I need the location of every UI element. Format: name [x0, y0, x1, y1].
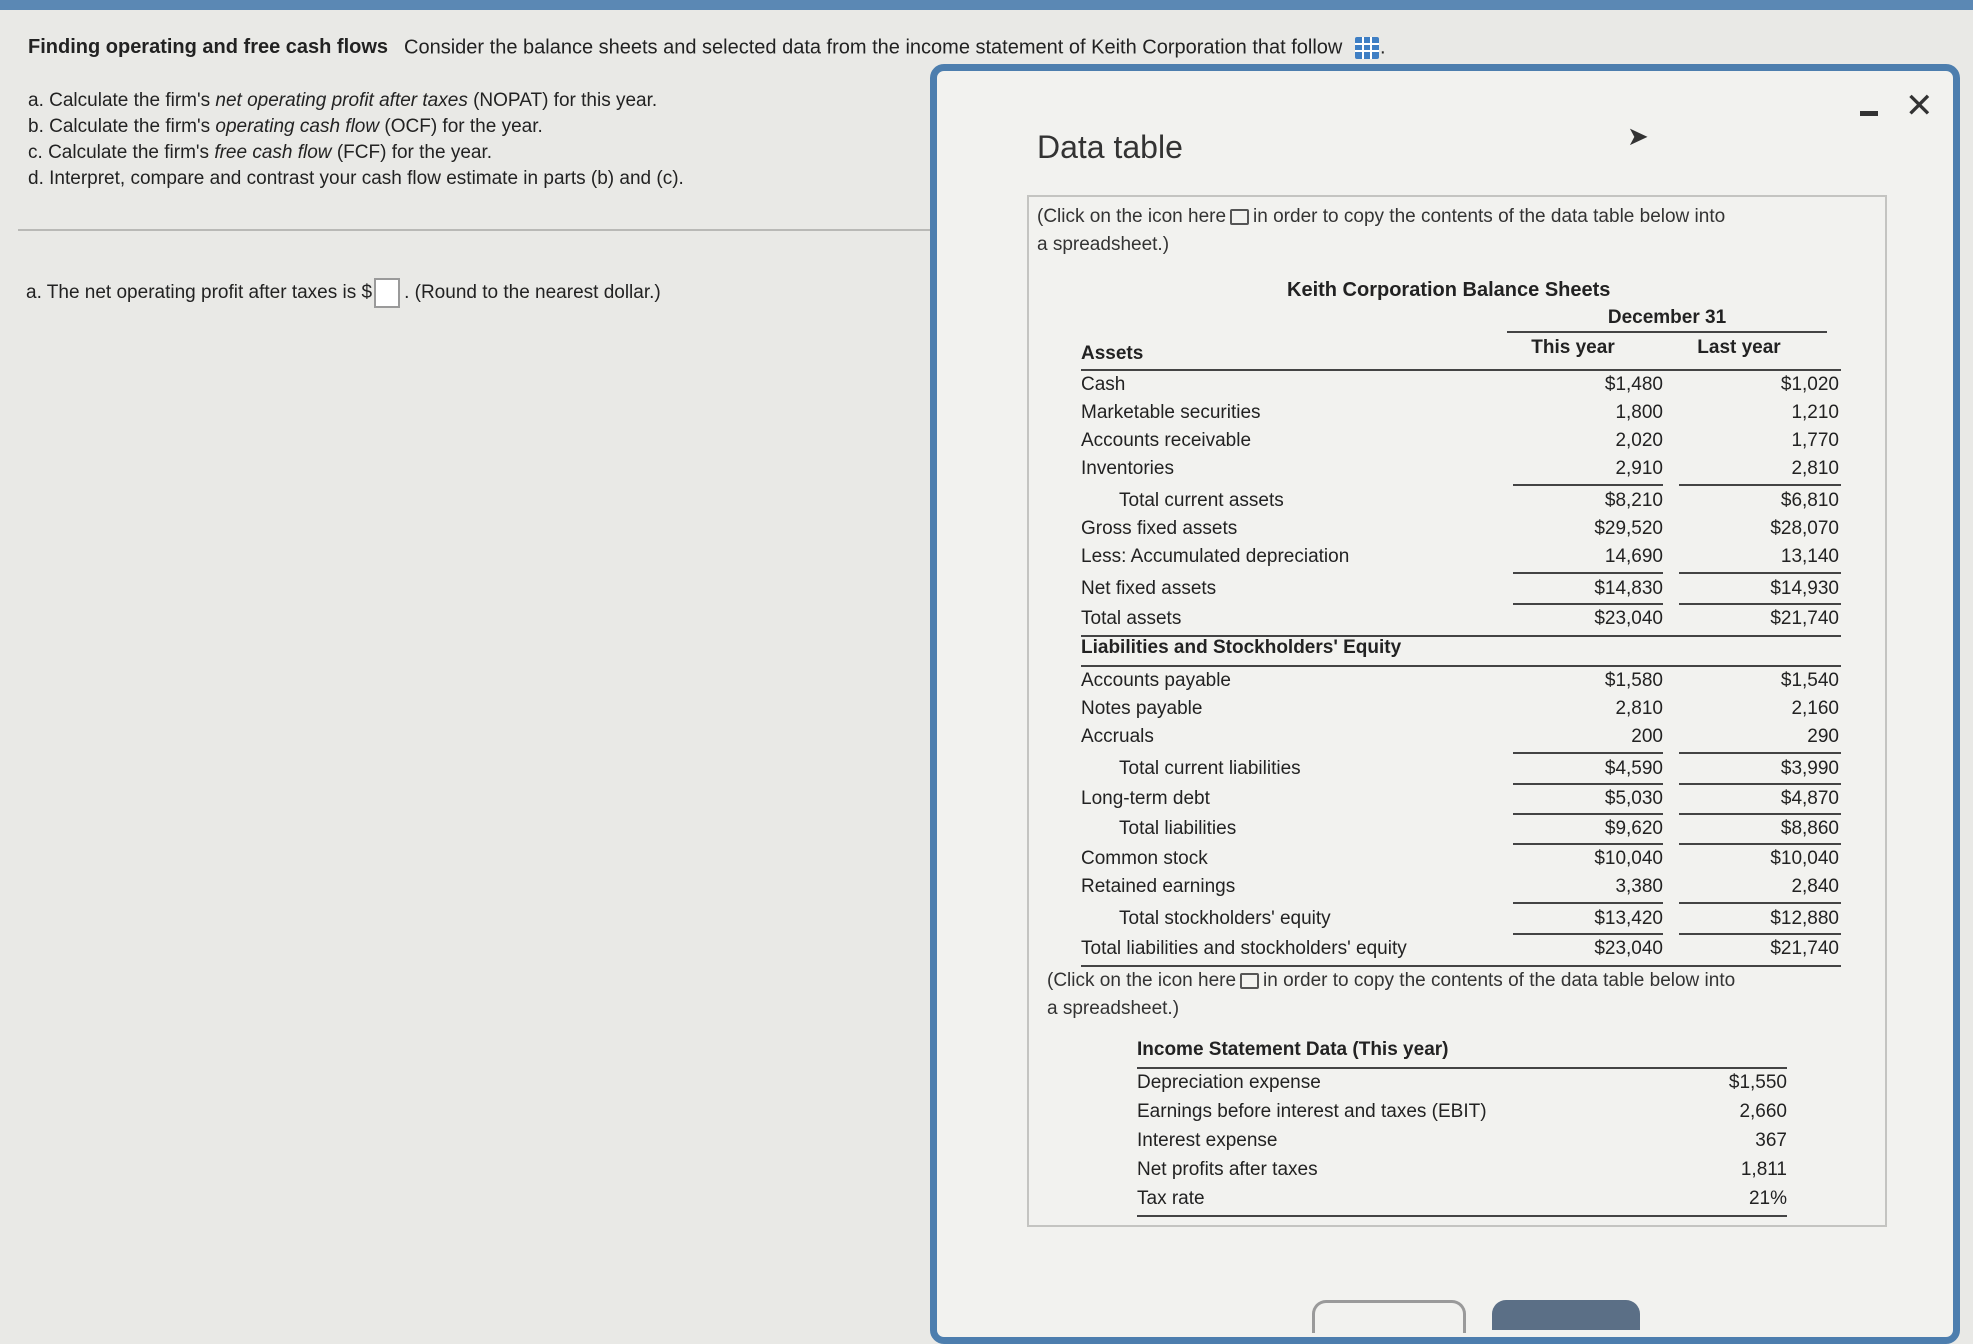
table-row — [1081, 371, 1841, 399]
table-row — [1081, 605, 1841, 633]
table-row — [1137, 1185, 1787, 1213]
value-last-year: $10,040 — [1770, 848, 1839, 869]
value-this-year: $23,040 — [1594, 938, 1663, 959]
part-a — [28, 88, 684, 114]
value-this-year: $1,580 — [1604, 670, 1663, 691]
part-letter: a. — [28, 90, 44, 111]
row-label: Total assets — [1081, 608, 1182, 629]
part-text: (OCF) for the year. — [379, 116, 543, 137]
part-text: Calculate the firm's — [48, 142, 215, 163]
table-row — [1081, 667, 1841, 695]
question-title: Finding operating and free cash flows — [28, 36, 389, 59]
table-row — [1137, 1156, 1787, 1184]
row-label: Total stockholders' equity — [1119, 908, 1331, 929]
row-label: Tax rate — [1137, 1188, 1205, 1209]
row-label: Interest expense — [1137, 1130, 1278, 1151]
divider — [18, 229, 938, 231]
table-row — [1081, 723, 1841, 751]
table-row — [1137, 1098, 1787, 1126]
value-this-year: $4,590 — [1604, 758, 1663, 779]
value-this-year: 2,020 — [1615, 430, 1663, 451]
row-label: Cash — [1081, 374, 1126, 395]
value-last-year: 1,770 — [1791, 430, 1839, 451]
data-table-panel — [1027, 195, 1887, 1227]
part-letter: d. — [28, 168, 44, 189]
row-label: Inventories — [1081, 458, 1174, 479]
row-label: Marketable securities — [1081, 402, 1261, 423]
part-b — [28, 114, 684, 140]
value-this-year: $1,480 — [1604, 374, 1663, 395]
row-label: Net profits after taxes — [1137, 1159, 1318, 1180]
value-this-year: $5,030 — [1604, 788, 1663, 809]
value-this-year: $14,830 — [1594, 578, 1663, 599]
part-text: (FCF) for the year. — [331, 142, 493, 163]
row-label: Less: Accumulated depreciation — [1081, 546, 1350, 567]
row-label: Accounts receivable — [1081, 430, 1252, 451]
date-header: December 31 — [1507, 307, 1827, 333]
table-row — [1081, 543, 1841, 571]
table-row — [1081, 427, 1841, 455]
value-last-year: $28,070 — [1770, 518, 1839, 539]
assets-header: Assets — [1081, 343, 1144, 364]
table-row — [1081, 815, 1841, 843]
mouse-cursor-icon: ➤ — [1627, 121, 1649, 151]
table-row — [1137, 1069, 1787, 1097]
question-intro: Consider the balance sheets and selected data from the income statement of Keith Corporation that follow — [404, 36, 1343, 59]
value-this-year: $8,210 — [1604, 490, 1663, 511]
subtotal-rule — [1513, 902, 1663, 904]
value-last-year: $21,740 — [1770, 608, 1839, 629]
table-row — [1081, 695, 1841, 723]
part-text: Calculate the firm's — [49, 90, 216, 111]
table-row — [1081, 575, 1841, 603]
answer-prefix: a. The net operating profit after taxes is $ — [26, 282, 373, 304]
value-last-year: $1,540 — [1780, 670, 1839, 691]
table-row — [1081, 515, 1841, 543]
value-last-year: 13,140 — [1780, 546, 1839, 567]
copy-to-spreadsheet-icon[interactable] — [1230, 209, 1249, 225]
row-label: Net fixed assets — [1081, 578, 1217, 599]
table-row — [1081, 935, 1841, 963]
row-value: 2,660 — [1739, 1101, 1787, 1122]
print-button[interactable] — [1312, 1300, 1466, 1333]
copy-note-text: a spreadsheet.) — [1037, 234, 1170, 255]
done-button[interactable] — [1492, 1300, 1640, 1330]
value-this-year: $23,040 — [1594, 608, 1663, 629]
data-table-dialog — [930, 64, 1960, 1344]
table-row — [1137, 1127, 1787, 1155]
value-last-year: 2,160 — [1791, 698, 1839, 719]
subtotal-rule — [1679, 572, 1841, 574]
part-text: Interpret, compare and contrast your cash flow estimate in parts (b) and (c). — [49, 168, 684, 189]
value-this-year: $10,040 — [1594, 848, 1663, 869]
balance-sheet-title: Keith Corporation Balance Sheets — [1287, 279, 1611, 301]
value-this-year: 200 — [1631, 726, 1663, 747]
value-this-year: 1,800 — [1615, 402, 1663, 423]
row-label: Total liabilities and stockholders' equity — [1081, 938, 1407, 959]
nopat-answer-input[interactable] — [374, 278, 400, 308]
table-row — [1081, 455, 1841, 483]
value-last-year: $4,870 — [1780, 788, 1839, 809]
answer-line — [26, 278, 661, 308]
liabilities-equity-header: Liabilities and Stockholders' Equity — [1081, 637, 1402, 658]
row-label: Accounts payable — [1081, 670, 1231, 691]
copy-note-text: a spreadsheet.) — [1047, 998, 1180, 1019]
part-letter: b. — [28, 116, 44, 137]
value-this-year: 3,380 — [1615, 876, 1663, 897]
top-accent-bar — [0, 0, 1973, 10]
table-row — [1081, 785, 1841, 813]
row-label: Total current assets — [1119, 490, 1284, 511]
value-this-year: 14,690 — [1604, 546, 1663, 567]
part-term: net operating profit after taxes — [215, 90, 468, 111]
row-label: Retained earnings — [1081, 876, 1236, 897]
part-d — [28, 166, 684, 192]
row-label: Earnings before interest and taxes (EBIT) — [1137, 1101, 1487, 1122]
question-header — [28, 36, 1386, 60]
income-statement-title: Income Statement Data (This year) — [1137, 1039, 1449, 1060]
value-last-year: $8,860 — [1780, 818, 1839, 839]
row-value: 1,811 — [1740, 1159, 1787, 1180]
value-last-year: 1,210 — [1791, 402, 1839, 423]
row-label: Depreciation expense — [1137, 1072, 1321, 1093]
table-row — [1081, 845, 1841, 873]
part-text: (NOPAT) for this year. — [467, 90, 658, 111]
row-label: Accruals — [1081, 726, 1154, 747]
value-this-year: 2,910 — [1615, 458, 1663, 479]
table-row — [1081, 905, 1841, 933]
value-this-year: $13,420 — [1594, 908, 1663, 929]
copy-note-text: (Click on the icon here — [1047, 970, 1237, 991]
period: . — [1379, 36, 1386, 59]
table-row — [1081, 399, 1841, 427]
answer-suffix: . (Round to the nearest dollar.) — [404, 282, 661, 304]
value-last-year: 2,840 — [1791, 876, 1839, 897]
subtotal-rule — [1513, 572, 1663, 574]
table-row — [1081, 755, 1841, 783]
table-row — [1081, 487, 1841, 515]
part-letter: c. — [28, 142, 43, 163]
copy-note-balance — [1037, 203, 1725, 259]
row-value: $1,550 — [1728, 1072, 1787, 1093]
minimize-icon[interactable] — [1860, 111, 1878, 116]
close-icon[interactable]: ✕ — [1905, 87, 1934, 125]
data-table-grid-icon[interactable] — [1354, 36, 1380, 60]
column-last-year: Last year — [1697, 337, 1781, 358]
part-c — [28, 140, 684, 166]
value-last-year: $21,740 — [1770, 938, 1839, 959]
table-bottom-rule — [1137, 1215, 1787, 1217]
row-label: Common stock — [1081, 848, 1208, 869]
value-this-year: $29,520 — [1594, 518, 1663, 539]
row-value: 367 — [1755, 1130, 1787, 1151]
row-label: Long-term debt — [1081, 788, 1210, 809]
table-row — [1081, 873, 1841, 901]
copy-note-text: in order to copy the contents of the data table below into — [1263, 970, 1736, 991]
row-value: 21% — [1748, 1188, 1787, 1209]
row-label: Total current liabilities — [1119, 758, 1301, 779]
part-text: Calculate the firm's — [49, 116, 216, 137]
part-term: operating cash flow — [215, 116, 380, 137]
copy-note-text: in order to copy the contents of the data table below into — [1253, 206, 1726, 227]
value-last-year: $14,930 — [1770, 578, 1839, 599]
row-label: Total liabilities — [1119, 818, 1237, 839]
subtotal-rule — [1513, 752, 1663, 754]
value-this-year: 2,810 — [1615, 698, 1663, 719]
copy-to-spreadsheet-icon[interactable] — [1240, 973, 1259, 989]
subtotal-rule — [1679, 484, 1841, 486]
dialog-title: Data table — [1037, 129, 1183, 165]
value-last-year: $1,020 — [1780, 374, 1839, 395]
value-last-year: $6,810 — [1780, 490, 1839, 511]
part-term: free cash flow — [214, 142, 332, 163]
value-this-year: $9,620 — [1604, 818, 1663, 839]
column-this-year: This year — [1531, 337, 1615, 358]
value-last-year: 2,810 — [1791, 458, 1839, 479]
value-last-year: 290 — [1807, 726, 1839, 747]
subtotal-rule — [1679, 752, 1841, 754]
subtotal-rule — [1513, 484, 1663, 486]
copy-note-income — [1047, 967, 1735, 1023]
subtotal-rule — [1679, 902, 1841, 904]
row-label: Notes payable — [1081, 698, 1203, 719]
value-last-year: $12,880 — [1770, 908, 1839, 929]
value-last-year: $3,990 — [1780, 758, 1839, 779]
copy-note-text: (Click on the icon here — [1037, 206, 1227, 227]
question-parts — [28, 88, 684, 192]
row-label: Gross fixed assets — [1081, 518, 1238, 539]
